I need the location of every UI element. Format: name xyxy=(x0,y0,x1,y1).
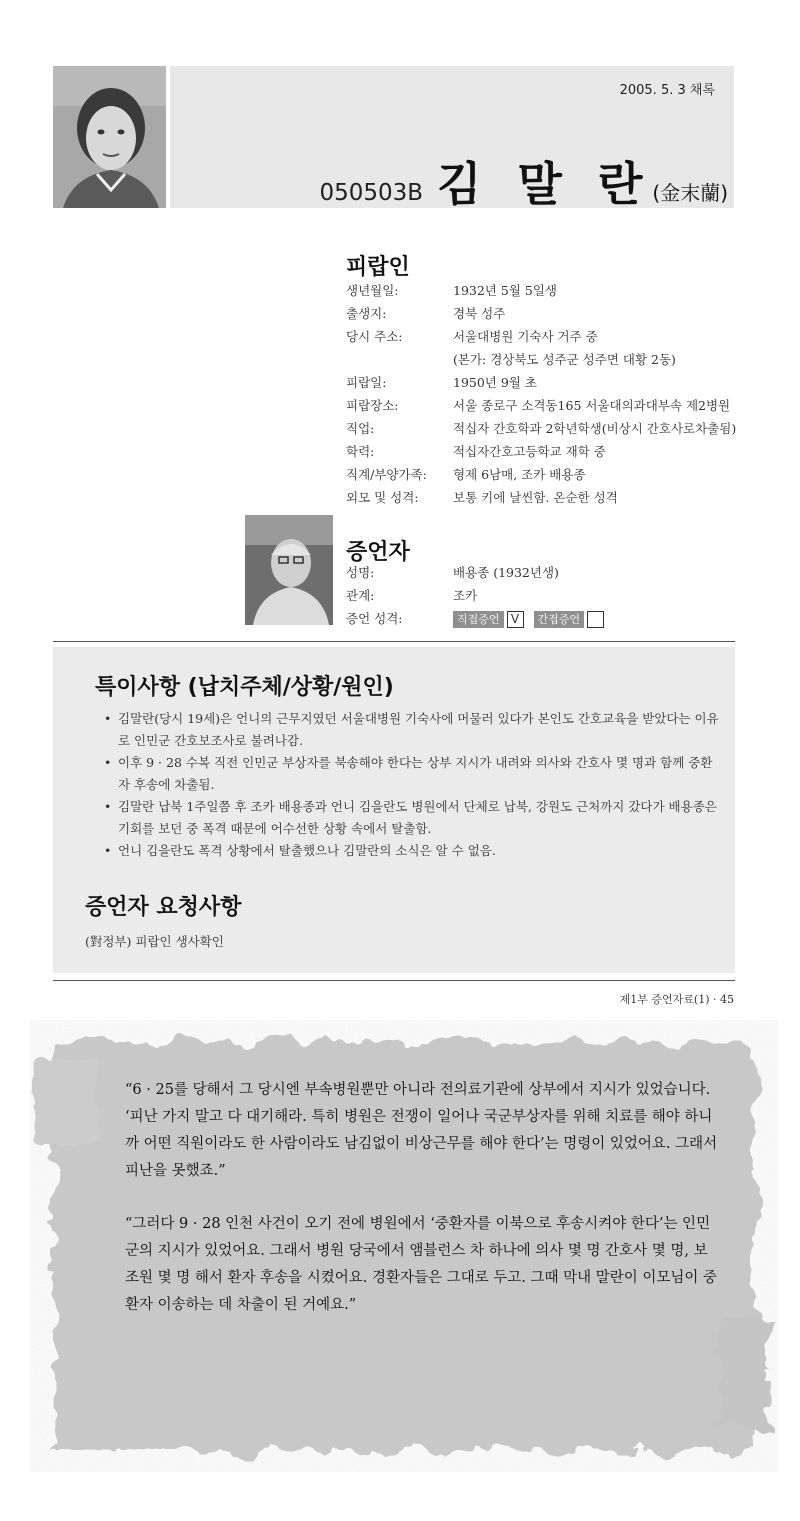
info-row xyxy=(346,394,746,417)
info-label: 피랍장소: xyxy=(346,398,399,413)
info-row xyxy=(346,561,746,584)
info-label: 외모 및 성격: xyxy=(346,490,419,505)
direct-testimony-tag: 직접증언 xyxy=(453,611,504,628)
abductee-section-title: 피랍인 xyxy=(346,255,410,280)
info-value: 경북 성주 xyxy=(453,306,506,321)
info-row xyxy=(346,302,746,325)
info-label: 관계: xyxy=(346,588,375,603)
info-label: 학력: xyxy=(346,444,375,459)
info-row xyxy=(346,325,746,348)
info-label: 성명: xyxy=(346,565,375,580)
special-notes-list xyxy=(104,708,724,862)
info-label: 당시 주소: xyxy=(346,329,403,344)
testimony-type-row xyxy=(346,607,746,630)
special-notes-title: 특이사항 (납치주체/상황/원인) xyxy=(95,675,394,700)
testimony-quotes xyxy=(125,1077,720,1345)
info-row xyxy=(346,417,746,440)
title-row xyxy=(319,148,728,214)
divider-bottom xyxy=(53,980,735,981)
info-row xyxy=(346,584,746,607)
list-item: • 이후 9 · 28 수복 직전 인민군 부상자를 북송해야 한다는 상부 지시가 내려와 의사와 간호사 몇 명과 함께 중환자 후송에 차출됨. xyxy=(104,752,724,796)
abductee-name: 김 말 란 xyxy=(437,157,653,211)
info-row xyxy=(346,348,746,371)
info-label xyxy=(346,348,453,371)
info-label: 생년월일: xyxy=(346,283,399,298)
info-row xyxy=(346,279,746,302)
abductee-info-table xyxy=(346,279,746,509)
request-title: 증언자 요청사항 xyxy=(85,895,242,920)
info-value: 1932년 5월 5일생 xyxy=(453,283,557,298)
list-item: • 언니 김을란도 폭격 상황에서 탈출했으나 김말란의 소식은 알 수 없음. xyxy=(104,840,724,862)
info-value: 적십자간호고등학교 재학 중 xyxy=(453,444,606,459)
page-number: 제1부 증언자료(1) · 45 xyxy=(619,993,734,1006)
quote-paragraph: “그러다 9 · 28 인천 사건이 오기 전에 병원에서 ‘중환자를 이북으로 후송시켜야 한다’는 인민군의 지시가 있었어요. 그래서 병원 당국에서 앰블런스 차 하나에 의사 몇 명 간호사 몇 명, 보조원 몇 명 해서 환자 후송을 시켰어요. 경환자들은 그대로 두고. 그때 막내 말란이 이모님이 중환자 이송하는 데 차출이 된 거예요.” xyxy=(125,1216,718,1313)
info-value: 배용종 (1932년생) xyxy=(453,565,559,580)
recording-date: 2005. 5. 3 채록 xyxy=(619,83,715,98)
list-item: • 김말란 납북 1주일쯤 후 조카 배용종과 언니 김을란도 병원에서 단체로 납북, 강원도 근처까지 갔다가 배용종은 기회를 보던 중 폭격 때문에 어수선한 상황 속에서 탈출함. xyxy=(104,796,724,840)
info-row xyxy=(346,440,746,463)
witness-section-title: 증언자 xyxy=(346,540,410,565)
divider-top xyxy=(53,641,735,642)
quote-paragraph: “6 · 25를 당해서 그 당시엔 부속병원뿐만 아니라 전의료기관에 상부에서 지시가 있었습니다. ‘피난 가지 말고 다 대기해라. 특히 병원은 전쟁이 일어나 국군부상자를 위해 치료를 해야 하니까 어떤 직원이라도 한 사람이라도 남김없이 비상근무를 해야 한다’는 명령이 있었어요. 그래서 피난을 못했죠.” xyxy=(125,1082,718,1179)
info-row xyxy=(346,371,746,394)
indirect-testimony-tag: 간접증언 xyxy=(534,611,585,628)
info-value: 보통 키에 날씬함. 온순한 성격 xyxy=(453,490,618,505)
witness-info-table xyxy=(346,561,746,630)
abductee-name-hanja: (金末蘭) xyxy=(652,181,728,205)
info-value: 서울대병원 기숙사 거주 중 xyxy=(453,329,598,344)
indirect-testimony-checkbox xyxy=(587,611,604,628)
info-value: 조카 xyxy=(453,588,478,603)
direct-testimony-checkbox: V xyxy=(507,611,524,628)
request-text: (對정부) 피랍인 생사확인 xyxy=(85,934,224,949)
info-value: 형제 6남매, 조카 배용종 xyxy=(453,467,586,482)
info-label: 출생지: xyxy=(346,306,387,321)
info-row xyxy=(346,486,746,509)
info-value: (본가: 경상북도 성주군 성주면 대황 2동) xyxy=(453,352,676,367)
info-value: 1950년 9월 초 xyxy=(453,375,537,390)
info-label: 증언 성격: xyxy=(346,611,403,626)
document-id: 050503B xyxy=(319,180,424,206)
list-item: • 김말란(당시 19세)은 언니의 근무지였던 서울대병원 기숙사에 머물러 있다가 본인도 간호교육을 받았다는 이유로 인민군 간호보조사로 불려나감. xyxy=(104,708,724,752)
info-label: 직계/부양가족: xyxy=(346,467,427,482)
info-label: 직업: xyxy=(346,421,375,436)
info-value: 적십자 간호학과 2학년학생(비상시 간호사로차출됨) xyxy=(453,421,737,436)
abductee-photo xyxy=(53,66,166,208)
info-value: 서울 종로구 소격동165 서울대의과대부속 제2병원 xyxy=(453,398,731,413)
info-row xyxy=(346,463,746,486)
witness-photo xyxy=(245,515,333,625)
info-label: 피랍일: xyxy=(346,375,387,390)
